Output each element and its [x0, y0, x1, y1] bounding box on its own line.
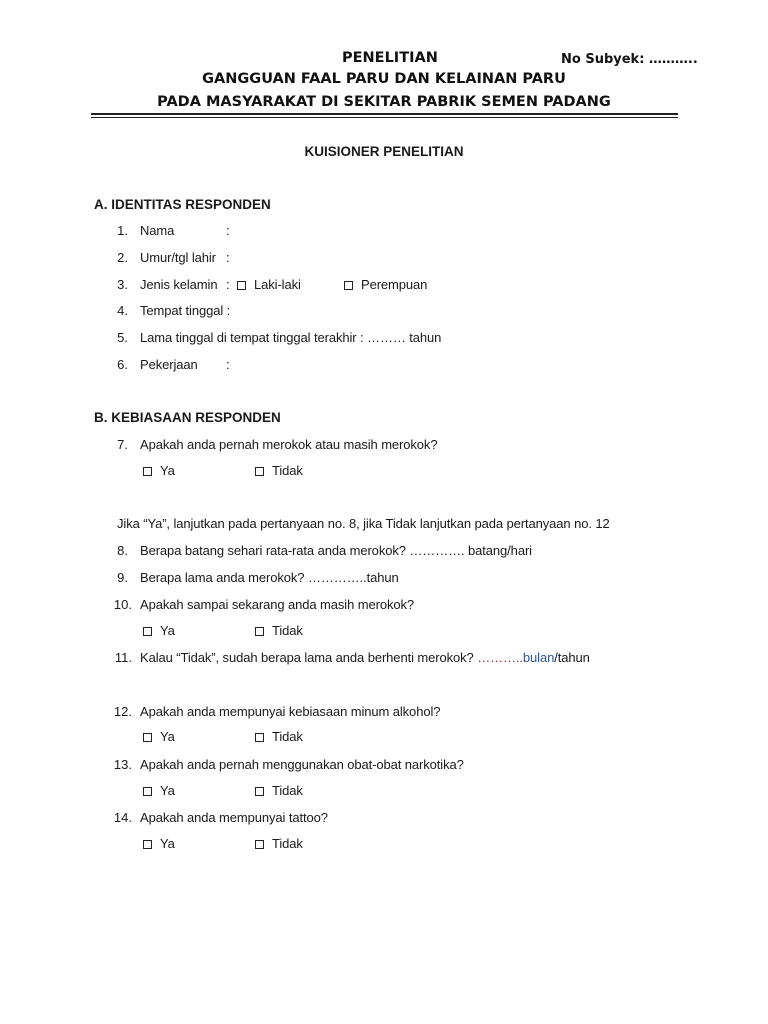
bulan-word: bulan	[522, 650, 555, 665]
question-number: 13.	[113, 757, 132, 772]
question-number: 14.	[113, 810, 132, 825]
option-label: Ya	[160, 463, 175, 478]
question-10-text: Apakah sampai sekarang anda masih merokok?	[140, 597, 415, 612]
q7-option-yes[interactable]	[143, 463, 175, 478]
item-number: 2.	[117, 250, 128, 265]
header-line2: GANGGUAN FAAL PARU DAN KELAINAN PARU	[202, 71, 566, 87]
q14-option-no[interactable]	[255, 836, 303, 851]
question-number: 9.	[117, 570, 128, 585]
question-7-text: Apakah anda pernah merokok atau masih merokok?	[140, 437, 438, 452]
checkbox-icon[interactable]	[143, 627, 152, 636]
checkbox-icon[interactable]	[143, 787, 152, 796]
question-number: 7.	[117, 437, 128, 452]
item-colon: :	[226, 357, 230, 372]
header-line1: PENELITIAN	[342, 50, 438, 66]
item-label: Pekerjaan	[140, 357, 198, 372]
item-number: 3.	[117, 277, 128, 292]
checkbox-icon[interactable]	[255, 627, 264, 636]
item-number: 1.	[117, 223, 128, 238]
q10-option-yes[interactable]	[143, 623, 175, 638]
q13-option-no[interactable]	[255, 783, 303, 798]
gender-option-male[interactable]	[237, 277, 301, 292]
item-label: Lama tinggal di tempat tinggal terakhir : ……… tahun	[140, 330, 442, 345]
item-label: Nama	[140, 223, 175, 238]
question-14-text: Apakah anda mempunyai tattoo?	[140, 810, 328, 825]
checkbox-icon[interactable]	[255, 840, 264, 849]
item-label: Tempat tinggal :	[140, 303, 231, 318]
section-b-title: B. KEBIASAAN RESPONDEN	[94, 410, 281, 425]
item-number: 5.	[117, 330, 128, 345]
item-colon: :	[226, 223, 230, 238]
option-label: Tidak	[272, 836, 303, 851]
question-9-text: Berapa lama anda merokok? …………..tahun	[140, 570, 399, 585]
option-label: Perempuan	[361, 277, 428, 292]
question-number: 11.	[114, 650, 132, 665]
q10-option-no[interactable]	[255, 623, 303, 638]
item-number: 4.	[117, 303, 128, 318]
question-12-text: Apakah anda mempunyai kebiasaan minum alkohol?	[140, 704, 441, 719]
instruction-note: Jika “Ya”, lanjutkan pada pertanyaan no. 8, jika Tidak lanjutkan pada pertanyaan no. 12	[117, 516, 610, 531]
question-number: 10.	[113, 597, 132, 612]
option-label: Ya	[160, 729, 175, 744]
question-11-main: Kalau “Tidak”, sudah berapa lama anda berhenti merokok?	[140, 650, 478, 665]
checkbox-icon[interactable]	[344, 281, 353, 290]
checkbox-icon[interactable]	[255, 787, 264, 796]
option-label: Tidak	[272, 729, 303, 744]
option-label: Tidak	[272, 463, 303, 478]
option-label: Ya	[160, 623, 175, 638]
tahun-word: /tahun	[554, 650, 590, 665]
q7-option-no[interactable]	[255, 463, 303, 478]
option-label: Tidak	[272, 623, 303, 638]
header-rule-thin	[91, 117, 678, 118]
item-number: 6.	[117, 357, 128, 372]
subject-number: No Subyek: ………..	[561, 52, 698, 67]
header-line3: PADA MASYARAKAT DI SEKITAR PABRIK SEMEN PADANG	[157, 94, 611, 110]
checkbox-icon[interactable]	[255, 733, 264, 742]
checkbox-icon[interactable]	[143, 467, 152, 476]
gender-option-female[interactable]	[344, 277, 427, 292]
question-8-text: Berapa batang sehari rata-rata anda merokok? …………. batang/hari	[140, 543, 532, 558]
q14-option-yes[interactable]	[143, 836, 175, 851]
question-13-text: Apakah anda pernah menggunakan obat-obat narkotika?	[140, 757, 464, 772]
question-11-text	[140, 650, 590, 665]
checkbox-icon[interactable]	[237, 281, 246, 290]
item-label: Umur/tgl lahir	[140, 250, 216, 265]
document-title: KUISIONER PENELITIAN	[304, 144, 464, 159]
item-colon: :	[226, 250, 230, 265]
answer-dots: ………..	[477, 650, 523, 665]
item-label: Jenis kelamin	[140, 277, 218, 292]
header-rule-thick	[91, 113, 678, 115]
section-a-title: A. IDENTITAS RESPONDEN	[94, 197, 271, 212]
checkbox-icon[interactable]	[255, 467, 264, 476]
q12-option-yes[interactable]	[143, 729, 175, 744]
option-label: Ya	[160, 783, 175, 798]
option-label: Tidak	[272, 783, 303, 798]
option-label: Ya	[160, 836, 175, 851]
question-number: 12.	[113, 704, 132, 719]
item-colon: :	[226, 277, 230, 292]
question-number: 8.	[117, 543, 128, 558]
q13-option-yes[interactable]	[143, 783, 175, 798]
q12-option-no[interactable]	[255, 729, 303, 744]
checkbox-icon[interactable]	[143, 840, 152, 849]
option-label: Laki-laki	[254, 277, 301, 292]
checkbox-icon[interactable]	[143, 733, 152, 742]
